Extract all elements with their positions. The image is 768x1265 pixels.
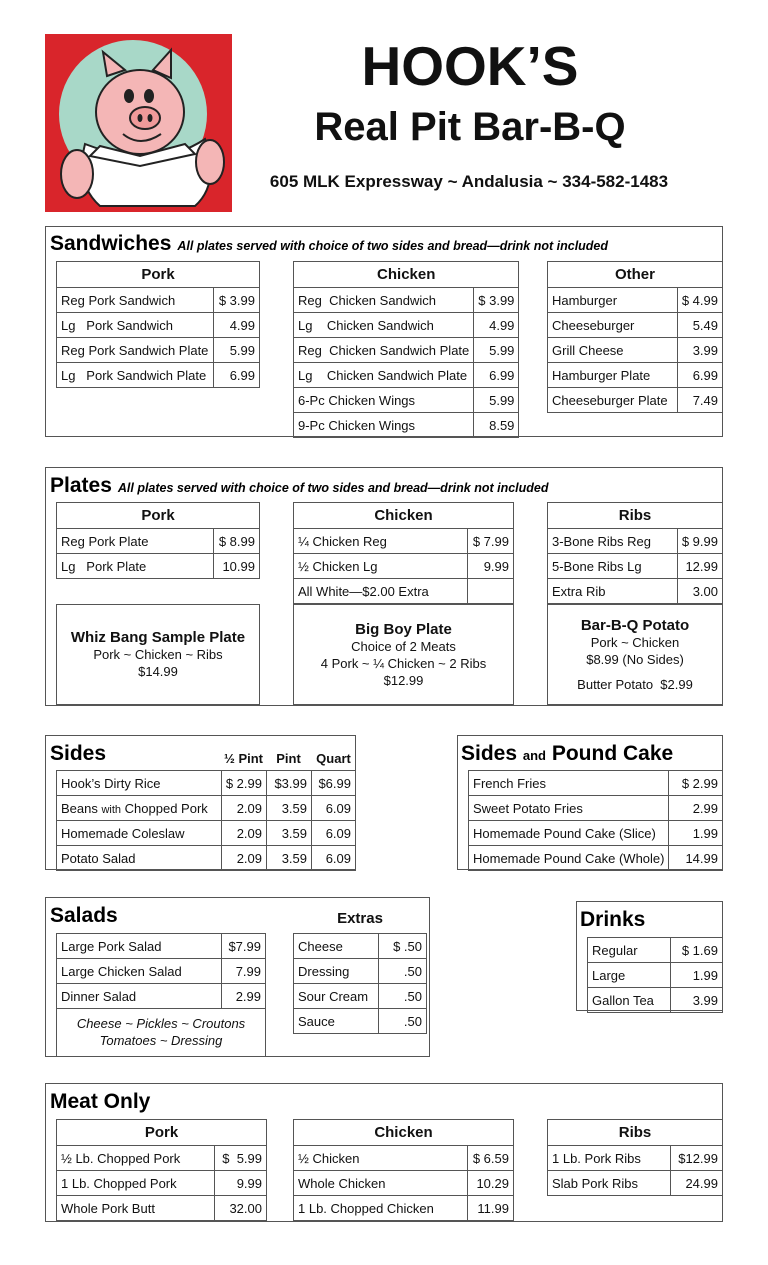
- item-name: Sour Cream: [294, 984, 379, 1009]
- item-price: 3.00: [677, 579, 722, 604]
- table-row: [57, 1171, 267, 1196]
- item-price: 7.99: [222, 959, 266, 984]
- table-row: [57, 821, 356, 846]
- col-half-pint: ½ Pint: [223, 751, 263, 766]
- item-price: 5.49: [677, 313, 722, 338]
- table-row: [548, 1146, 723, 1171]
- item-price: 3.99: [671, 988, 723, 1013]
- restaurant-subtitle: Real Pit Bar-B-Q: [314, 105, 626, 149]
- bbq-potato-title: Bar-B-Q Potato: [580, 616, 690, 634]
- table-row: [548, 388, 723, 413]
- table-row: [588, 963, 723, 988]
- big-boy-desc2: 4 Pork ~ ¼ Chicken ~ 2 Ribs: [320, 655, 487, 671]
- item-price: 2.99: [222, 984, 266, 1009]
- item-price: 5.99: [474, 338, 519, 363]
- whiz-bang-plate-box: [56, 604, 260, 705]
- big-boy-plate-box: [293, 604, 514, 705]
- table-row: [548, 1171, 723, 1196]
- table-row: [294, 338, 519, 363]
- table-row: [57, 1196, 267, 1221]
- col-quart: Quart: [316, 751, 351, 766]
- item-price: 11.99: [468, 1196, 514, 1221]
- pint-price: 3.59: [267, 821, 312, 846]
- item-name: Lg Chicken Sandwich: [294, 313, 474, 338]
- address-line: 605 MLK Expressway ~ Andalusia ~ 334-582-1483: [269, 172, 669, 191]
- table-row: [294, 313, 519, 338]
- item-price: 9.99: [215, 1171, 267, 1196]
- item-price: $7.99: [222, 934, 266, 959]
- table-row: [548, 288, 723, 313]
- item-name: Homemade Pound Cake (Whole): [469, 846, 669, 871]
- item-name: Potato Salad: [57, 846, 222, 871]
- table-row: [57, 959, 266, 984]
- table-row: [469, 821, 723, 846]
- sandwiches-note: All plates served with choice of two sides and bread—drink not included: [177, 239, 609, 253]
- plates-title-text: Plates: [50, 474, 112, 497]
- item-name: Lg Chicken Sandwich Plate: [294, 363, 474, 388]
- item-price: $ 4.99: [677, 288, 722, 313]
- item-price: 10.99: [214, 554, 260, 579]
- item-name: Dinner Salad: [57, 984, 222, 1009]
- half-price: 2.09: [221, 796, 266, 821]
- table-row: [588, 988, 723, 1013]
- salads-title: Salads: [50, 904, 118, 927]
- item-name: ½ Chicken Lg: [294, 554, 468, 579]
- pig-chef-icon: [45, 34, 232, 212]
- sides-title: Sides: [50, 742, 107, 765]
- item-name: All White—$2.00 Extra: [294, 579, 468, 604]
- table-row: [294, 554, 514, 579]
- table-row: [57, 288, 260, 313]
- item-price: .50: [379, 1009, 427, 1034]
- item-price: $ .50: [379, 934, 427, 959]
- drinks-table: [587, 937, 723, 1013]
- other-header: Other: [548, 262, 723, 288]
- item-name: French Fries: [469, 771, 669, 796]
- meat-only-title: Meat Only: [50, 1090, 151, 1113]
- table-row: [548, 529, 723, 554]
- item-name: 1 Lb. Chopped Chicken: [294, 1196, 468, 1221]
- item-name: Whole Pork Butt: [57, 1196, 215, 1221]
- plates-note: All plates served with choice of two sides and bread—drink not included: [117, 481, 549, 495]
- item-name: Extra Rib: [548, 579, 678, 604]
- sides-cake-title: [461, 742, 673, 766]
- pint-price: $3.99: [267, 771, 312, 796]
- logo: [45, 34, 232, 212]
- half-price: $ 2.99: [221, 771, 266, 796]
- big-boy-desc1: Choice of 2 Meats: [351, 638, 456, 654]
- salad-toppings-line2: Tomatoes ~ Dressing: [99, 1033, 223, 1048]
- chicken-header: Chicken: [294, 262, 519, 288]
- item-name: 6-Pc Chicken Wings: [294, 388, 474, 413]
- table-row: [57, 338, 260, 363]
- item-name: Cheeseburger: [548, 313, 678, 338]
- item-name-a: Beans: [61, 800, 102, 816]
- bbq-potato-box: [547, 604, 723, 705]
- table-row: [294, 363, 519, 388]
- table-row: [57, 529, 260, 554]
- chicken-header: Chicken: [294, 503, 514, 529]
- table-row: [548, 363, 723, 388]
- whiz-bang-title: Whiz Bang Sample Plate: [70, 629, 246, 646]
- table-row: [294, 1171, 514, 1196]
- item-price: $12.99: [671, 1146, 723, 1171]
- item-name: Grill Cheese: [548, 338, 678, 363]
- table-row: [294, 1196, 514, 1221]
- item-name: Reg Chicken Sandwich: [294, 288, 474, 313]
- item-price: 6.99: [214, 363, 260, 388]
- table-row: [588, 938, 723, 963]
- table-row: [548, 579, 723, 604]
- sandwiches-chicken-table: [293, 261, 519, 438]
- item-price: 7.49: [677, 388, 722, 413]
- table-row: [57, 1146, 267, 1171]
- table-row: [469, 796, 723, 821]
- sides-cake-table: [468, 770, 723, 871]
- table-row: [469, 771, 723, 796]
- item-price: 6.99: [474, 363, 519, 388]
- item-name: Whole Chicken: [294, 1171, 468, 1196]
- item-name: 3-Bone Ribs Reg: [548, 529, 678, 554]
- chicken-header: Chicken: [294, 1120, 514, 1146]
- item-name: Lg Pork Sandwich: [57, 313, 214, 338]
- item-name: Sweet Potato Fries: [469, 796, 669, 821]
- item-name: Reg Chicken Sandwich Plate: [294, 338, 474, 363]
- half-price: 2.09: [221, 846, 266, 871]
- table-row: [294, 413, 519, 438]
- item-name: Reg Pork Sandwich: [57, 288, 214, 313]
- item-name: Hamburger Plate: [548, 363, 678, 388]
- sides-cake-title-c: Pound Cake: [546, 742, 674, 765]
- table-row: [57, 796, 356, 821]
- item-name: Hook’s Dirty Rice: [57, 771, 222, 796]
- table-row: [294, 388, 519, 413]
- item-name: Cheeseburger Plate: [548, 388, 678, 413]
- table-row: [294, 288, 519, 313]
- item-name: Large: [588, 963, 671, 988]
- table-row: [294, 1146, 514, 1171]
- restaurant-title: HOOK’S: [361, 35, 579, 97]
- table-row: [57, 934, 266, 959]
- pint-price: 3.59: [267, 846, 312, 871]
- item-price: $ 3.99: [214, 288, 260, 313]
- item-price: $ 3.99: [474, 288, 519, 313]
- sandwiches-other-table: [547, 261, 723, 413]
- extras-table: [293, 933, 427, 1034]
- item-name: 1 Lb. Chopped Pork: [57, 1171, 215, 1196]
- quart-price: 6.09: [312, 796, 356, 821]
- table-row: [469, 846, 723, 871]
- table-row: [57, 313, 260, 338]
- pork-header: Pork: [57, 262, 260, 288]
- plates-title: [50, 474, 549, 498]
- plates-chicken-table: [293, 502, 514, 604]
- table-row: [294, 529, 514, 554]
- item-price: 9.99: [468, 554, 514, 579]
- item-name: Large Pork Salad: [57, 934, 222, 959]
- ribs-header: Ribs: [548, 1120, 723, 1146]
- item-name: ½ Lb. Chopped Pork: [57, 1146, 215, 1171]
- item-price: 2.99: [669, 796, 723, 821]
- sides-table: [56, 770, 356, 871]
- item-name: Reg Pork Plate: [57, 529, 214, 554]
- item-price: 1.99: [669, 821, 723, 846]
- item-price: $ 5.99: [215, 1146, 267, 1171]
- item-name: Lg Pork Sandwich Plate: [57, 363, 214, 388]
- meat-ribs-table: [547, 1119, 723, 1196]
- meat-chicken-table: [293, 1119, 514, 1221]
- item-name: Homemade Pound Cake (Slice): [469, 821, 669, 846]
- item-price: 6.99: [677, 363, 722, 388]
- butter-potato: Butter Potato $2.99: [577, 676, 693, 692]
- table-row: [548, 554, 723, 579]
- item-name: 9-Pc Chicken Wings: [294, 413, 474, 438]
- item-price: $ 8.99: [214, 529, 260, 554]
- table-row: [57, 846, 356, 871]
- item-price: $ 9.99: [677, 529, 722, 554]
- bbq-potato-desc2: $8.99 (No Sides): [586, 651, 684, 667]
- drinks-title: Drinks: [580, 908, 646, 931]
- item-name: Gallon Tea: [588, 988, 671, 1013]
- item-price: 8.59: [474, 413, 519, 438]
- ribs-header: Ribs: [548, 503, 723, 529]
- quart-price: 6.09: [312, 846, 356, 871]
- item-price: 14.99: [669, 846, 723, 871]
- item-name: [57, 796, 222, 821]
- item-name: Homemade Coleslaw: [57, 821, 222, 846]
- item-price: 10.29: [468, 1171, 514, 1196]
- plates-pork-table: [56, 502, 260, 579]
- item-price: 12.99: [677, 554, 722, 579]
- sandwiches-title-text: Sandwiches: [50, 232, 172, 255]
- item-name-b: with: [101, 803, 122, 816]
- table-row: [57, 984, 266, 1009]
- item-price: 5.99: [214, 338, 260, 363]
- item-price: 4.99: [214, 313, 260, 338]
- item-price: $ 7.99: [468, 529, 514, 554]
- table-row: [548, 338, 723, 363]
- item-price: .50: [379, 959, 427, 984]
- sandwiches-pork-table: [56, 261, 260, 388]
- item-name: Slab Pork Ribs: [548, 1171, 671, 1196]
- table-row: [57, 771, 356, 796]
- col-pint: Pint: [276, 751, 301, 766]
- half-price: 2.09: [221, 821, 266, 846]
- item-price: $ 6.59: [468, 1146, 514, 1171]
- item-name: Lg Pork Plate: [57, 554, 214, 579]
- item-price: 3.99: [677, 338, 722, 363]
- item-price: .50: [379, 984, 427, 1009]
- quart-price: 6.09: [312, 821, 356, 846]
- item-price: $ 2.99: [669, 771, 723, 796]
- table-row: [294, 984, 427, 1009]
- item-name: Hamburger: [548, 288, 678, 313]
- item-name: Large Chicken Salad: [57, 959, 222, 984]
- item-name: ½ Chicken: [294, 1146, 468, 1171]
- pork-header: Pork: [57, 1120, 267, 1146]
- pint-price: 3.59: [267, 796, 312, 821]
- item-name: Dressing: [294, 959, 379, 984]
- item-price: [468, 579, 514, 604]
- item-name: Regular: [588, 938, 671, 963]
- table-row: [548, 313, 723, 338]
- table-row: [294, 934, 427, 959]
- item-name: Reg Pork Sandwich Plate: [57, 338, 214, 363]
- big-boy-title: Big Boy Plate: [355, 620, 452, 638]
- item-name: Sauce: [294, 1009, 379, 1034]
- item-price: 1.99: [671, 963, 723, 988]
- sandwiches-title: [50, 232, 608, 256]
- salads-table: [56, 933, 266, 1009]
- item-name: Cheese: [294, 934, 379, 959]
- sides-cake-title-a: Sides: [461, 742, 523, 765]
- table-row: [57, 554, 260, 579]
- big-boy-price: $12.99: [383, 672, 424, 688]
- item-name: 1 Lb. Pork Ribs: [548, 1146, 671, 1171]
- item-name-c: Chopped Pork: [121, 800, 208, 816]
- item-price: 32.00: [215, 1196, 267, 1221]
- whiz-bang-price: $14.99: [138, 664, 178, 679]
- sides-cake-title-b: and: [522, 748, 546, 763]
- item-price: 24.99: [671, 1171, 723, 1196]
- item-name: ¼ Chicken Reg: [294, 529, 468, 554]
- salad-toppings-line1: Cheese ~ Pickles ~ Croutons: [76, 1016, 246, 1031]
- table-row: [294, 1009, 427, 1034]
- plates-ribs-table: [547, 502, 723, 604]
- item-name: 5-Bone Ribs Lg: [548, 554, 678, 579]
- table-row: [294, 959, 427, 984]
- item-price: 4.99: [474, 313, 519, 338]
- bbq-potato-desc1: Pork ~ Chicken: [590, 634, 680, 650]
- item-price: 5.99: [474, 388, 519, 413]
- whiz-bang-desc: Pork ~ Chicken ~ Ribs: [93, 647, 223, 662]
- item-price: $ 1.69: [671, 938, 723, 963]
- table-row: [57, 363, 260, 388]
- table-row: [294, 579, 514, 604]
- meat-pork-table: [56, 1119, 267, 1221]
- pork-header: Pork: [57, 503, 260, 529]
- quart-price: $6.99: [312, 771, 356, 796]
- extras-title: Extras: [337, 910, 383, 927]
